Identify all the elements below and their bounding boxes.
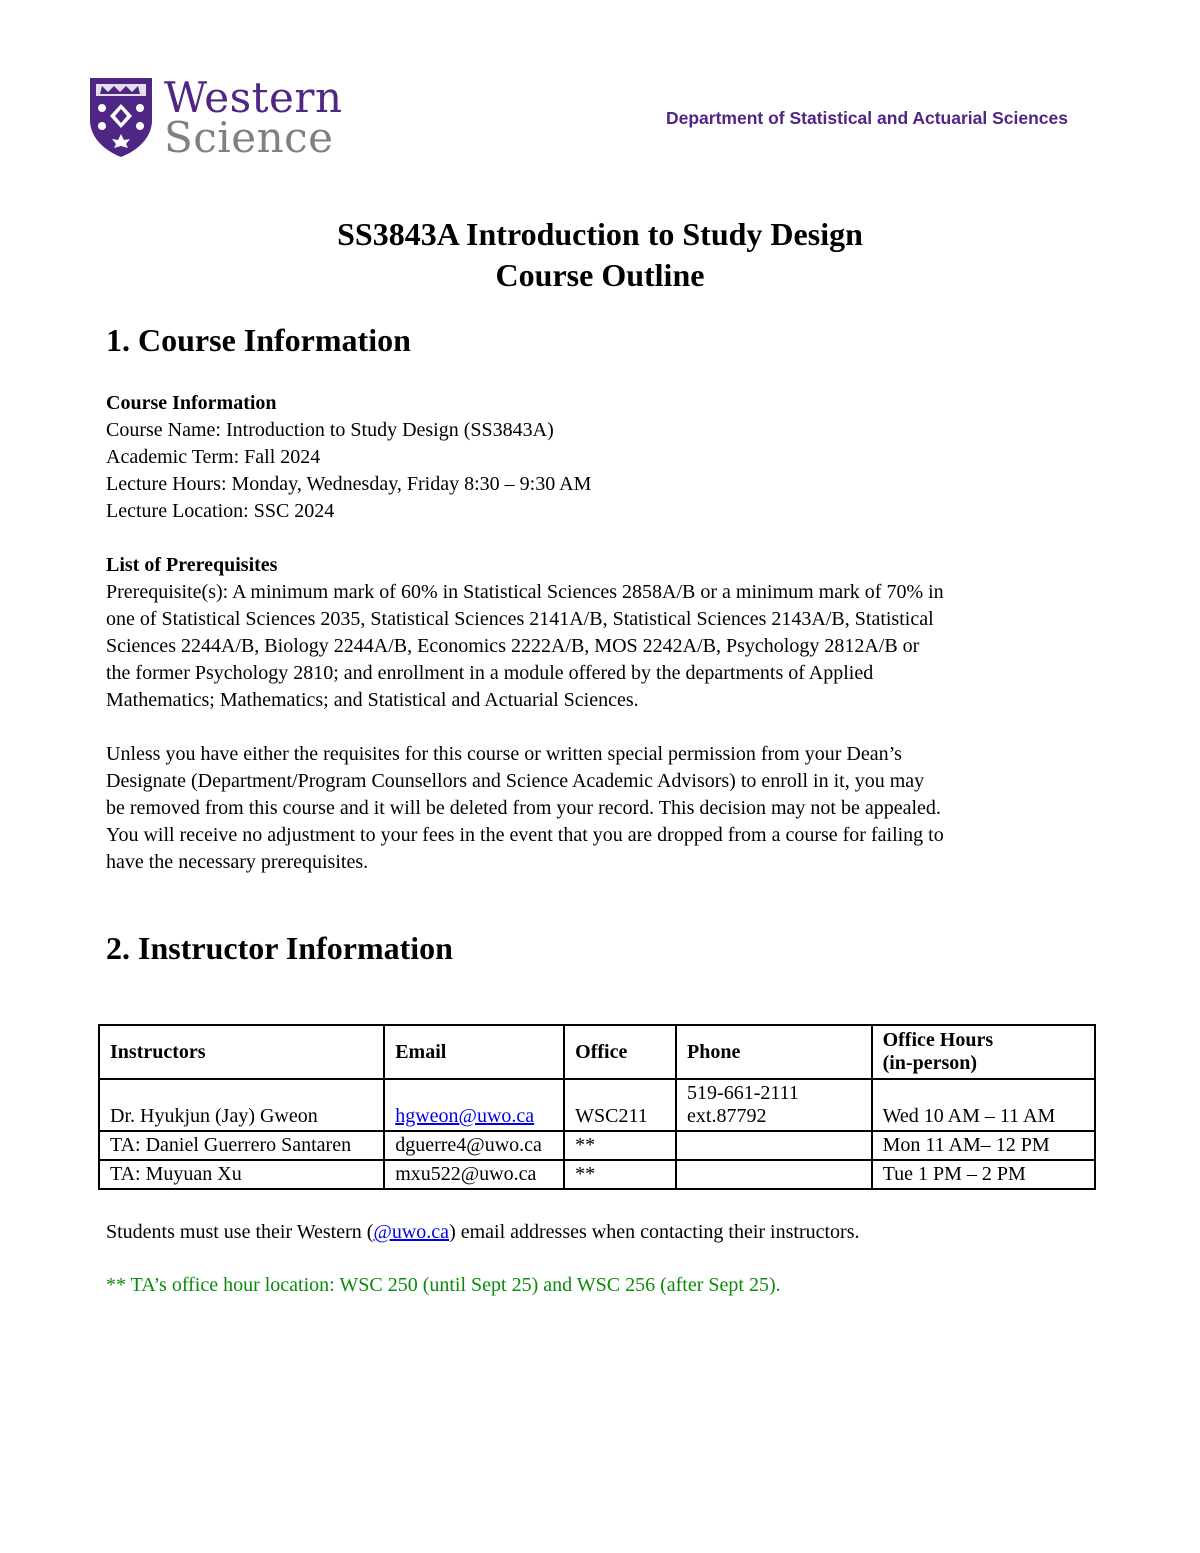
title-line-1: SS3843A Introduction to Study Design [337, 216, 863, 252]
lecture-hours: Lecture Hours: Monday, Wednesday, Friday 8:30 – 9:30 AM [106, 473, 592, 495]
course-name: Course Name: Introduction to Study Design (SS3843A) [106, 419, 554, 441]
header-office-hours-line2: (in-person) [882, 1052, 978, 1074]
lecture-location: Lecture Location: SSC 2024 [106, 500, 335, 522]
ta-phone [676, 1160, 872, 1189]
ta-office-hours: Mon 11 AM– 12 PM [872, 1131, 1095, 1160]
note-text-after: ) email addresses when contacting their instructors. [449, 1221, 860, 1243]
ta-email: dguerre4@uwo.ca [384, 1131, 564, 1160]
instructor-email-link[interactable]: hgweon@uwo.ca [395, 1105, 535, 1127]
warning-line: Designate (Department/Program Counsellors and Science Academic Advisors) to enroll in it, you may [106, 770, 925, 792]
table-row [99, 1131, 1095, 1160]
document-title [0, 214, 1200, 296]
instructor-office-hours: Wed 10 AM – 11 AM [872, 1079, 1095, 1131]
header-instructors: Instructors [99, 1025, 384, 1079]
prereq-line: one of Statistical Sciences 2035, Statistical Sciences 2141A/B, Statistical Sciences 2143A/B, Statistical [106, 608, 934, 630]
prereq-line: Mathematics; Mathematics; and Statistical and Actuarial Sciences. [106, 689, 639, 711]
header-office: Office [564, 1025, 676, 1079]
western-shield-icon [88, 76, 154, 158]
department-name: Department of Statistical and Actuarial Sciences [666, 108, 1068, 128]
course-info-subheading: Course Information [106, 392, 277, 414]
logo-wordmark-science: Science [164, 113, 334, 162]
section-heading-instructor-info: 2. Instructor Information [106, 930, 453, 966]
ta-phone [676, 1131, 872, 1160]
ta-office-location-note: ** TA’s office hour location: WSC 250 (until Sept 25) and WSC 256 (after Sept 25). [106, 1274, 781, 1296]
title-line-2: Course Outline [495, 257, 705, 293]
table-row [99, 1079, 1095, 1131]
warning-line: Unless you have either the requisites for this course or written special permission from your Dean’s [106, 743, 902, 765]
instructor-office: WSC211 [564, 1079, 676, 1131]
warning-line: You will receive no adjustment to your fees in the event that you are dropped from a course for failing to [106, 824, 944, 846]
prereq-line: the former Psychology 2810; and enrollment in a module offered by the departments of Applied [106, 662, 874, 684]
ta-name: TA: Muyuan Xu [99, 1160, 384, 1189]
ta-email: mxu522@uwo.ca [384, 1160, 564, 1189]
header-office-hours [872, 1025, 1095, 1079]
note-text-before: Students must use their Western ( [106, 1221, 374, 1243]
prerequisites-block [106, 552, 1106, 714]
prereq-warning-paragraph [106, 741, 1106, 876]
ta-name: TA: Daniel Guerrero Santaren [99, 1131, 384, 1160]
section-heading-course-info: 1. Course Information [106, 322, 411, 358]
ta-office-hours: Tue 1 PM – 2 PM [872, 1160, 1095, 1189]
prerequisites-heading: List of Prerequisites [106, 554, 278, 576]
instructor-name: Dr. Hyukjun (Jay) Gweon [99, 1079, 384, 1131]
warning-line: be removed from this course and it will be deleted from your record. This decision may not be appealed. [106, 797, 941, 819]
header-email: Email [384, 1025, 564, 1079]
logo-wordmark-western: Western [164, 73, 343, 122]
prereq-line: Sciences 2244A/B, Biology 2244A/B, Economics 2222A/B, MOS 2242A/B, Psychology 2812A/B or [106, 635, 920, 657]
table-header-row [99, 1025, 1095, 1079]
ta-office: ** [564, 1131, 676, 1160]
instructor-table [98, 1024, 1096, 1190]
header-office-hours-line1: Office Hours [882, 1029, 994, 1051]
course-info-block [106, 390, 1106, 525]
warning-line: have the necessary prerequisites. [106, 851, 369, 873]
uwo-email-link[interactable]: @uwo.ca [373, 1221, 450, 1243]
academic-term: Academic Term: Fall 2024 [106, 446, 321, 468]
ta-office: ** [564, 1160, 676, 1189]
table-row [99, 1160, 1095, 1189]
western-email-note [106, 1221, 860, 1244]
phone-extension: ext.87792 [687, 1105, 767, 1127]
instructor-phone [676, 1079, 872, 1131]
western-science-logo [88, 73, 343, 162]
instructor-email [384, 1079, 564, 1131]
prereq-line: Prerequisite(s): A minimum mark of 60% in Statistical Sciences 2858A/B or a minimum mark of 70% in [106, 581, 944, 603]
header-phone: Phone [676, 1025, 872, 1079]
phone-number: 519-661-2111 [687, 1082, 799, 1104]
